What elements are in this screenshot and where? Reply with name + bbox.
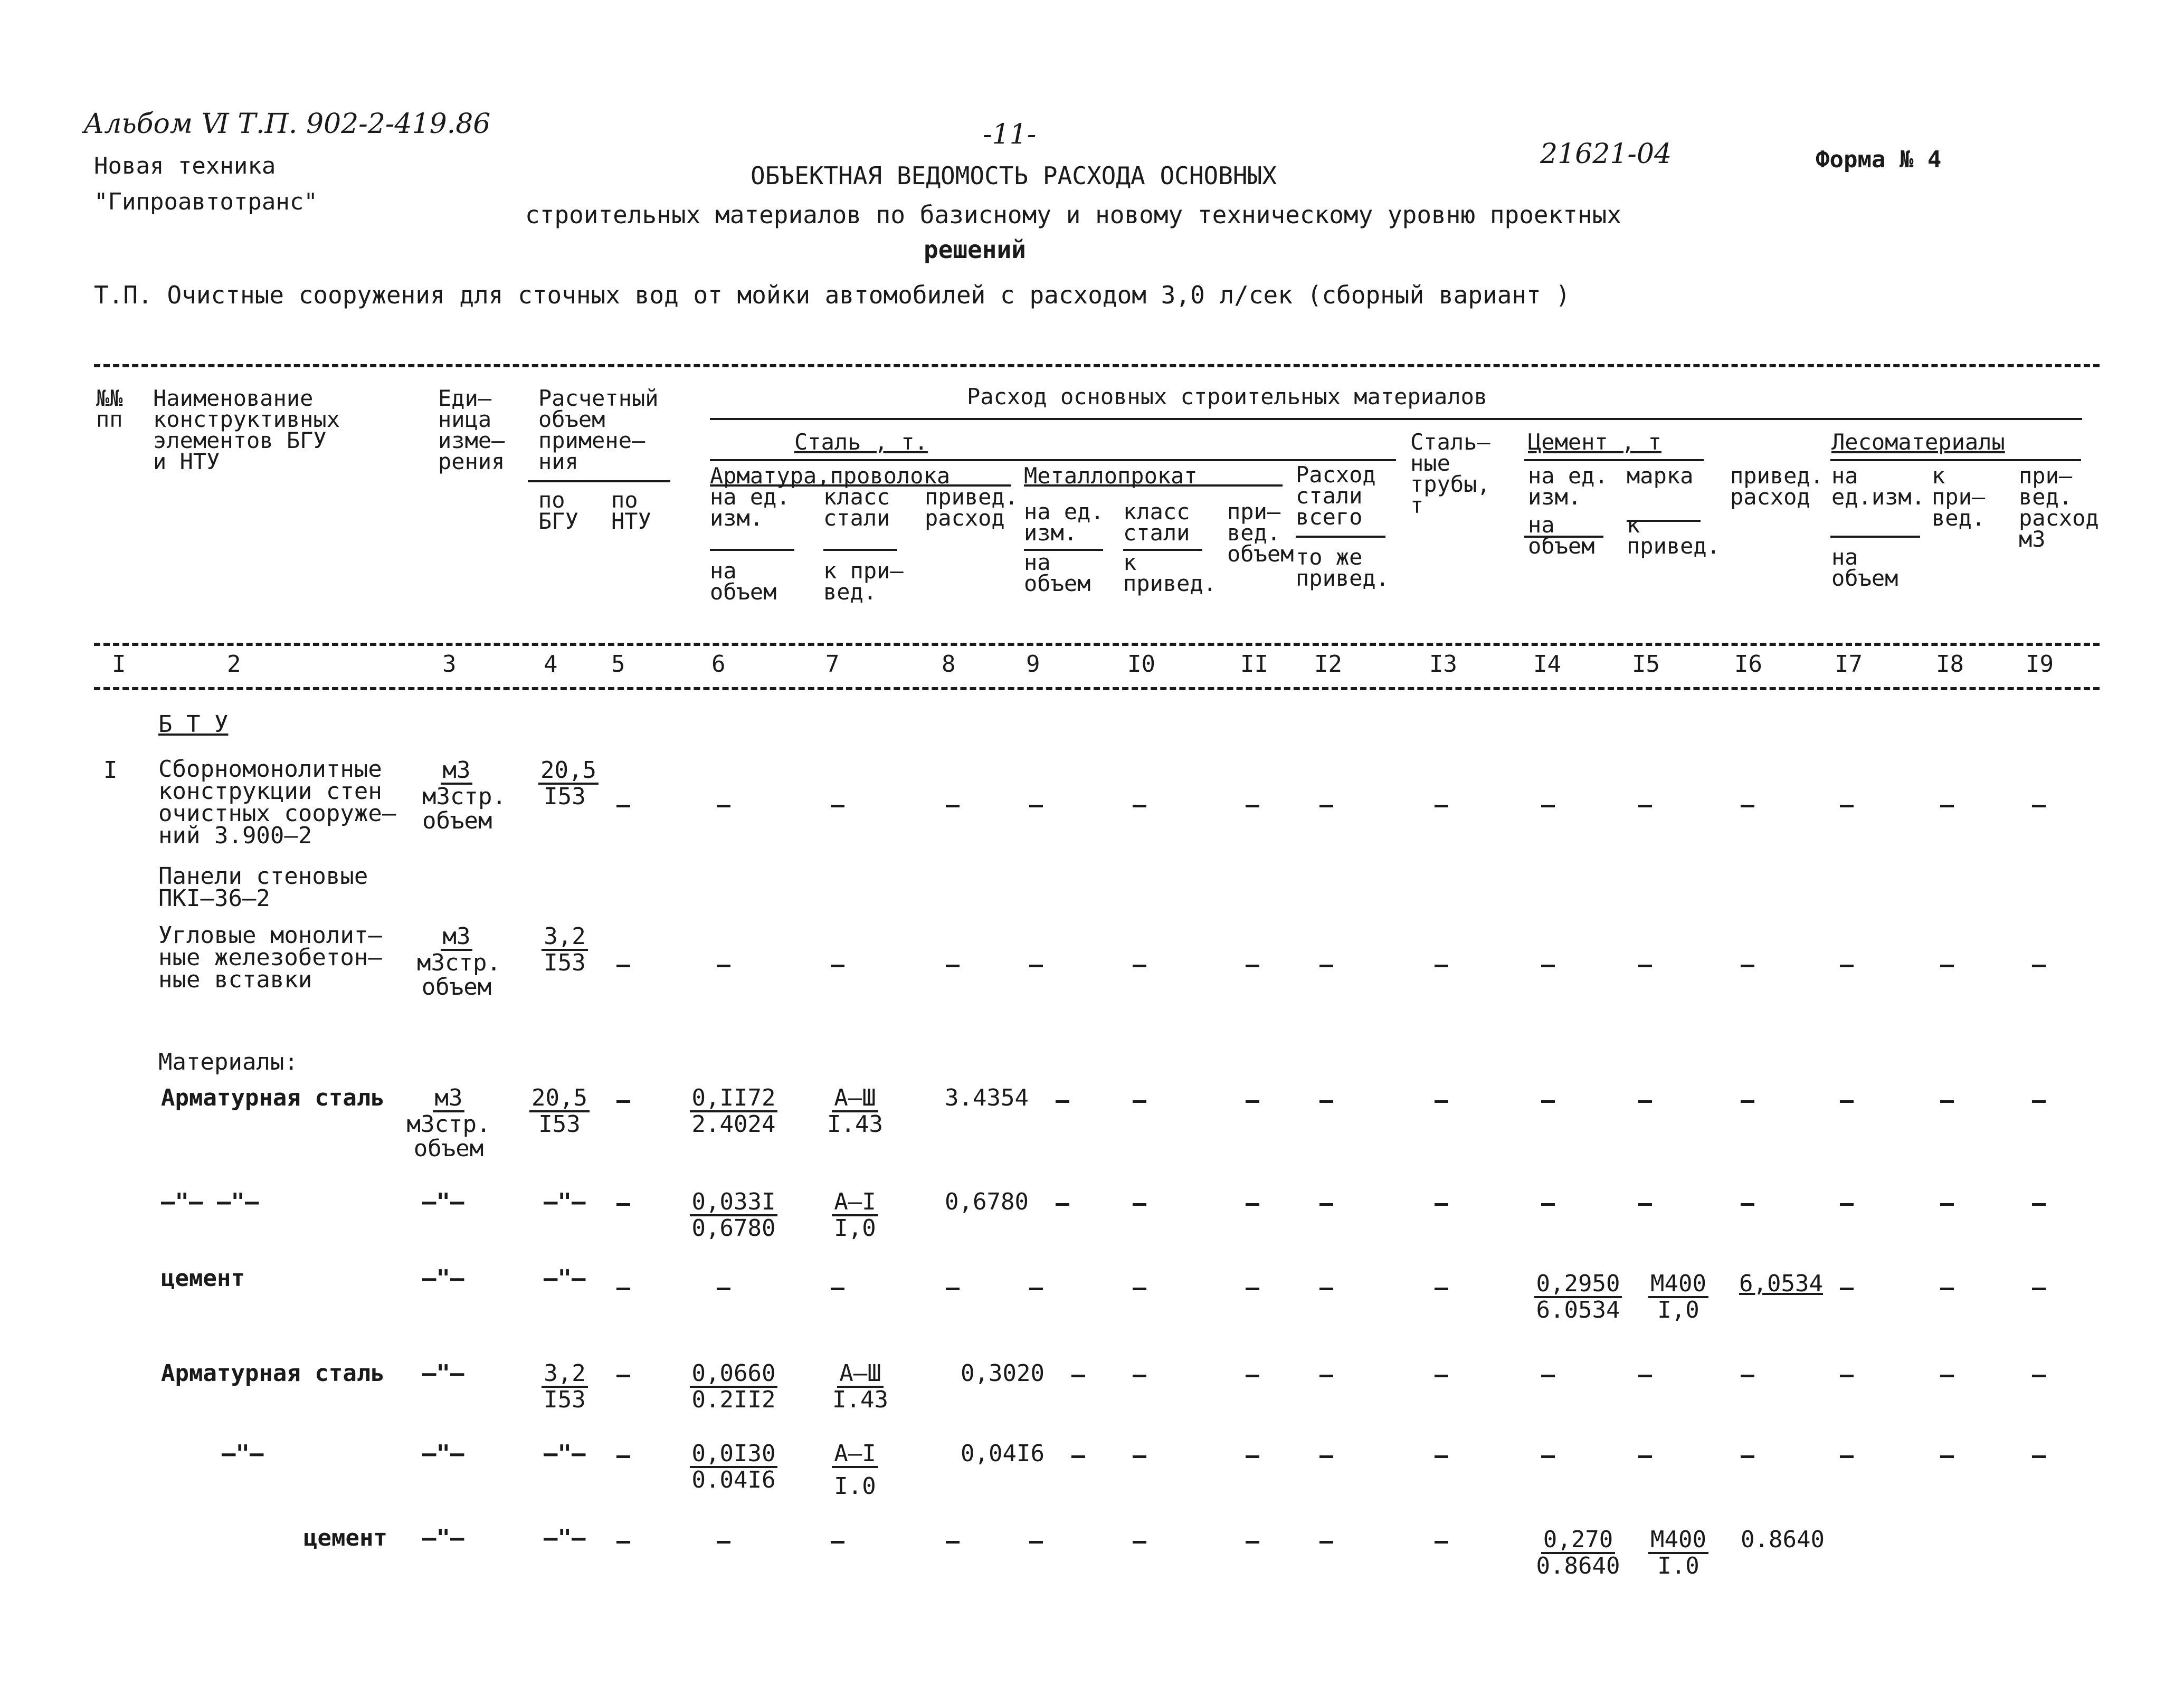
empty-dash — [1940, 965, 1954, 967]
empty-dash — [1541, 805, 1555, 807]
empty-dash — [616, 1541, 630, 1544]
col-num: I7 — [1835, 651, 1863, 678]
col-num: 6 — [711, 651, 726, 678]
empty-dash — [616, 1100, 630, 1103]
empty-dash — [1638, 1455, 1652, 1458]
empty-dash — [616, 1375, 630, 1377]
empty-dash — [616, 1455, 630, 1458]
hdr-a-unit2: на объем — [710, 558, 777, 605]
empty-dash — [1840, 1100, 1854, 1103]
rule-colnums-bottom — [94, 687, 2100, 690]
empty-dash — [1029, 1541, 1043, 1544]
rule-w-unit — [1830, 536, 1920, 538]
empty-dash — [1246, 1455, 1259, 1458]
empty-dash — [1319, 1100, 1333, 1103]
empty-dash — [1741, 965, 1754, 967]
row-volume: –"– — [544, 1188, 586, 1215]
empty-dash — [616, 805, 630, 807]
empty-dash — [1840, 965, 1854, 967]
cell-a-priv: 0,04I6 — [961, 1440, 1044, 1467]
empty-dash — [946, 1288, 960, 1290]
cell-a-priv: 0,3020 — [961, 1360, 1044, 1387]
empty-dash — [1940, 1455, 1954, 1458]
empty-dash — [1246, 1203, 1259, 1206]
hdr-steel: Сталь , т. — [794, 429, 928, 455]
empty-dash — [1071, 1375, 1085, 1377]
row-name: –"– –"– — [161, 1188, 259, 1215]
hdr-w-priv: при– вед. расход м3 — [2019, 463, 2099, 552]
hdr-m-unit: на ед. изм. — [1024, 499, 1104, 546]
empty-dash — [1840, 1455, 1854, 1458]
cell-a-unit: $\frac{0,0660}{0.2II2}$ — [686, 1361, 781, 1412]
hdr-steel-total: Расход стали всего — [1296, 462, 1376, 530]
row-unit: –"– — [422, 1360, 464, 1387]
hdr-metal: Металлопрокат — [1024, 463, 1198, 489]
empty-dash — [717, 1288, 730, 1290]
hdr-vol-btu: по БГУ — [538, 487, 578, 534]
empty-dash — [1246, 1541, 1259, 1544]
hdr-m-unit2: на объем — [1024, 549, 1091, 596]
empty-dash — [1319, 965, 1333, 967]
hdr-w-k: к при– вед. — [1932, 463, 1986, 531]
hdr-c-unit: на ед. изм. — [1528, 463, 1608, 510]
empty-dash — [1741, 1455, 1754, 1458]
row-unit: м3 м3стр. объем — [422, 757, 506, 834]
cell-c-unit: $\frac{0,270}{0.8640}$ — [1536, 1526, 1620, 1579]
hdr-armatura: Арматура,проволока — [710, 463, 951, 489]
col-num: I3 — [1429, 651, 1457, 678]
rule-total — [1296, 536, 1385, 538]
hdr-steel-total2: то же привед. — [1296, 544, 1390, 591]
cell-c-priv: 0.8640 — [1741, 1526, 1825, 1553]
empty-dash — [1133, 1541, 1146, 1544]
empty-dash — [2032, 805, 2046, 807]
empty-dash — [946, 1541, 960, 1544]
col-num: I9 — [2026, 651, 2054, 678]
rule-materials — [710, 418, 2082, 420]
row-volume: $\frac{20,5}{I53}$ — [538, 758, 591, 809]
row-unit: м3 м3стр. объем — [417, 923, 501, 1001]
empty-dash — [1435, 1288, 1448, 1290]
empty-dash — [1133, 1375, 1146, 1377]
col-num: I0 — [1127, 651, 1155, 678]
cell-a-class: А–I I.0 — [829, 1442, 881, 1499]
hdr-c-mark2: к привед. — [1627, 512, 1721, 559]
empty-dash — [1133, 805, 1146, 807]
empty-dash — [1541, 965, 1555, 967]
row-name: Арматурная сталь — [161, 1360, 385, 1387]
empty-dash — [2032, 1288, 2046, 1290]
col-num: 4 — [544, 651, 558, 678]
empty-dash — [1319, 1455, 1333, 1458]
empty-dash — [1541, 1455, 1555, 1458]
row-volume: $\frac{20,5}{I53}$ — [528, 1086, 591, 1137]
row-name: Панели стеновые ПКI–36–2 — [158, 863, 368, 912]
empty-dash — [1319, 805, 1333, 807]
row-name: Сборномонолитные конструкции стен очистных сооруже– ний 3.900–2 — [158, 756, 396, 849]
empty-dash — [1638, 1203, 1652, 1206]
col-num: 3 — [442, 651, 457, 678]
hdr-w-unit: на ед.изм. — [1831, 463, 1925, 510]
empty-dash — [1638, 1100, 1652, 1103]
tp-line: Т.П. Очистные сооружения для сточных вод от мойки автомобилей с расходом 3,0 л/сек (сборный вариант ) — [94, 281, 1571, 309]
row-volume: –"– — [544, 1525, 586, 1551]
empty-dash — [1435, 1455, 1448, 1458]
rule-cement — [1524, 459, 1704, 461]
hdr-unit: Еди– ница изме– рения — [438, 385, 505, 474]
cell-c-unit: $\frac{0,2950}{6.0534}$ — [1531, 1272, 1626, 1322]
empty-dash — [831, 805, 844, 807]
org-line1: Новая техника — [94, 153, 276, 179]
empty-dash — [1319, 1541, 1333, 1544]
empty-dash — [831, 965, 844, 967]
empty-dash — [831, 1541, 844, 1544]
hdr-wood: Лесоматериалы — [1831, 429, 2005, 455]
empty-dash — [831, 1288, 844, 1290]
hdr-cement: Цемент , т — [1528, 429, 1661, 455]
row-name: цемент — [161, 1265, 245, 1292]
empty-dash — [1246, 1100, 1259, 1103]
cell-a-priv: 0,6780 — [945, 1188, 1029, 1215]
empty-dash — [717, 965, 730, 967]
inventory-number: 21621-04 — [1540, 138, 1672, 170]
empty-dash — [1940, 805, 1954, 807]
cell-a-unit: $\frac{0,II72}{2.4024}$ — [686, 1086, 781, 1137]
rule-volume — [528, 480, 670, 482]
row-unit: –"– — [422, 1440, 464, 1467]
empty-dash — [1029, 805, 1043, 807]
col-num: I2 — [1314, 651, 1342, 678]
empty-dash — [1246, 1375, 1259, 1377]
cell-a-priv: 3.4354 — [945, 1084, 1029, 1111]
title-line1: ОБЪЕКТНАЯ ВЕДОМОСТЬ РАСХОДА ОСНОВНЫХ — [751, 161, 1277, 190]
col-num: I8 — [1936, 651, 1964, 678]
hdr-m-class2: к привед. — [1123, 549, 1217, 596]
hdr-w-unit2: на объем — [1831, 544, 1898, 591]
section-btu: Б Т У — [158, 711, 229, 738]
col-num: I — [112, 651, 126, 678]
col-num: I4 — [1533, 651, 1561, 678]
empty-dash — [1133, 1455, 1146, 1458]
empty-dash — [1840, 1375, 1854, 1377]
empty-dash — [946, 965, 960, 967]
empty-dash — [1056, 1203, 1069, 1206]
form-label: Форма № 4 — [1816, 146, 1942, 173]
empty-dash — [1541, 1100, 1555, 1103]
rule-steel — [710, 459, 1396, 461]
empty-dash — [616, 1288, 630, 1290]
hdr-c-unit2: на объем — [1528, 512, 1595, 559]
empty-dash — [1319, 1375, 1333, 1377]
empty-dash — [2032, 1203, 2046, 1206]
cell-c-mark: М400 I,0 — [1647, 1272, 1710, 1322]
hdr-m-class: класс стали — [1123, 499, 1190, 546]
col-num: I6 — [1734, 651, 1762, 678]
rule-colnums-top — [94, 643, 2100, 646]
hdr-a-class: класс стали — [823, 484, 890, 531]
empty-dash — [1435, 1375, 1448, 1377]
cell-c-priv: 6,0534 — [1739, 1270, 1823, 1297]
row-unit: –"– — [422, 1265, 464, 1292]
empty-dash — [1840, 805, 1854, 807]
empty-dash — [1638, 1375, 1652, 1377]
empty-dash — [1940, 1288, 1954, 1290]
row-number: I — [103, 757, 118, 784]
row-unit: м3 м3стр. объем — [406, 1084, 491, 1162]
row-volume: $\frac{3,2}{I53}$ — [538, 1361, 591, 1412]
hdr-name: Наименование конструктивных элементов БГУ и НТУ — [153, 385, 340, 474]
empty-dash — [1435, 805, 1448, 807]
empty-dash — [2032, 1100, 2046, 1103]
empty-dash — [1435, 965, 1448, 967]
rule-wood — [1830, 459, 2081, 461]
empty-dash — [2032, 1375, 2046, 1377]
page-number: -11- — [983, 119, 1037, 150]
empty-dash — [1029, 965, 1043, 967]
row-name: Арматурная сталь — [161, 1084, 385, 1111]
hdr-c-mark: марка — [1627, 463, 1694, 489]
row-volume: –"– — [544, 1440, 586, 1467]
col-num: I5 — [1632, 651, 1660, 678]
materials-label: Материалы: — [158, 1049, 298, 1075]
empty-dash — [717, 1541, 730, 1544]
empty-dash — [1541, 1203, 1555, 1206]
empty-dash — [1246, 1288, 1259, 1290]
empty-dash — [1840, 1288, 1854, 1290]
hdr-pipes: Сталь– ные трубы, т — [1410, 429, 1490, 518]
col-num: 7 — [825, 651, 840, 678]
empty-dash — [616, 965, 630, 967]
empty-dash — [2032, 1455, 2046, 1458]
cell-a-class: А–Ш I.43 — [827, 1084, 883, 1138]
album-stamp: Альбом Ⅵ Т.П. 902-2-419.86 — [83, 108, 491, 140]
empty-dash — [946, 805, 960, 807]
cell-a-class: А–I I,0 — [823, 1190, 887, 1241]
org-line2: "Гипроавтотранс" — [94, 188, 318, 215]
row-unit: –"– — [422, 1188, 464, 1215]
empty-dash — [1435, 1203, 1448, 1206]
cell-c-mark: М400 I.0 — [1647, 1528, 1710, 1578]
empty-dash — [1133, 1100, 1146, 1103]
empty-dash — [1246, 965, 1259, 967]
empty-dash — [1029, 1288, 1043, 1290]
hdr-vol-ntu: по НТУ — [611, 487, 651, 534]
empty-dash — [1319, 1203, 1333, 1206]
empty-dash — [1940, 1100, 1954, 1103]
hdr-a-class2: к при– вед. — [823, 558, 904, 605]
empty-dash — [1071, 1455, 1085, 1458]
hdr-c-priv: привед. расход — [1730, 463, 1824, 510]
hdr-a-unit: на ед. изм. — [710, 484, 790, 531]
col-num: 9 — [1026, 651, 1040, 678]
empty-dash — [1940, 1203, 1954, 1206]
cell-a-class: А–Ш I.43 — [832, 1360, 888, 1413]
empty-dash — [1741, 1203, 1754, 1206]
cell-a-unit: $\frac{0,033I}{0,6780}$ — [686, 1190, 781, 1241]
hdr-materials: Расход основных строительных материалов — [967, 384, 1488, 409]
empty-dash — [1741, 1375, 1754, 1377]
row-name: –"– — [222, 1440, 264, 1467]
hdr-num: №№ пп — [96, 385, 123, 432]
row-volume: $\frac{3,2}{I53}$ — [538, 925, 591, 975]
empty-dash — [1541, 1375, 1555, 1377]
empty-dash — [1638, 805, 1652, 807]
empty-dash — [1435, 1541, 1448, 1544]
row-name: Угловые монолит– ные железобетон– ные вставки — [158, 922, 382, 993]
col-num: 8 — [942, 651, 956, 678]
empty-dash — [1638, 965, 1652, 967]
cell-a-unit: $\frac{0,0I30}{0.04I6}$ — [686, 1442, 781, 1492]
empty-dash — [1246, 805, 1259, 807]
title-line2: строительных материалов по базисному и новому техническому уровню проектных — [525, 201, 1622, 229]
empty-dash — [1133, 965, 1146, 967]
empty-dash — [1056, 1100, 1069, 1103]
hdr-m-priv: при– вед. объем — [1227, 499, 1294, 567]
empty-dash — [1133, 1203, 1146, 1206]
rule-a-class — [823, 549, 897, 551]
empty-dash — [1741, 1100, 1754, 1103]
col-num: 5 — [611, 651, 625, 678]
title-line3: решений — [924, 235, 1026, 264]
empty-dash — [1319, 1288, 1333, 1290]
row-unit: –"– — [422, 1525, 464, 1551]
empty-dash — [717, 805, 730, 807]
empty-dash — [1940, 1375, 1954, 1377]
hdr-a-priv: привед. расход — [925, 484, 1019, 531]
rule-a-unit — [710, 549, 794, 551]
col-num: 2 — [227, 651, 241, 678]
empty-dash — [616, 1203, 630, 1206]
row-name: цемент — [303, 1525, 387, 1551]
col-num: II — [1240, 651, 1268, 678]
empty-dash — [1435, 1100, 1448, 1103]
hdr-volume: Расчетный объем примене– ния — [538, 385, 659, 474]
empty-dash — [1741, 805, 1754, 807]
empty-dash — [1840, 1203, 1854, 1206]
rule-top — [94, 364, 2100, 367]
row-volume: –"– — [544, 1265, 586, 1292]
empty-dash — [1133, 1288, 1146, 1290]
empty-dash — [2032, 965, 2046, 967]
